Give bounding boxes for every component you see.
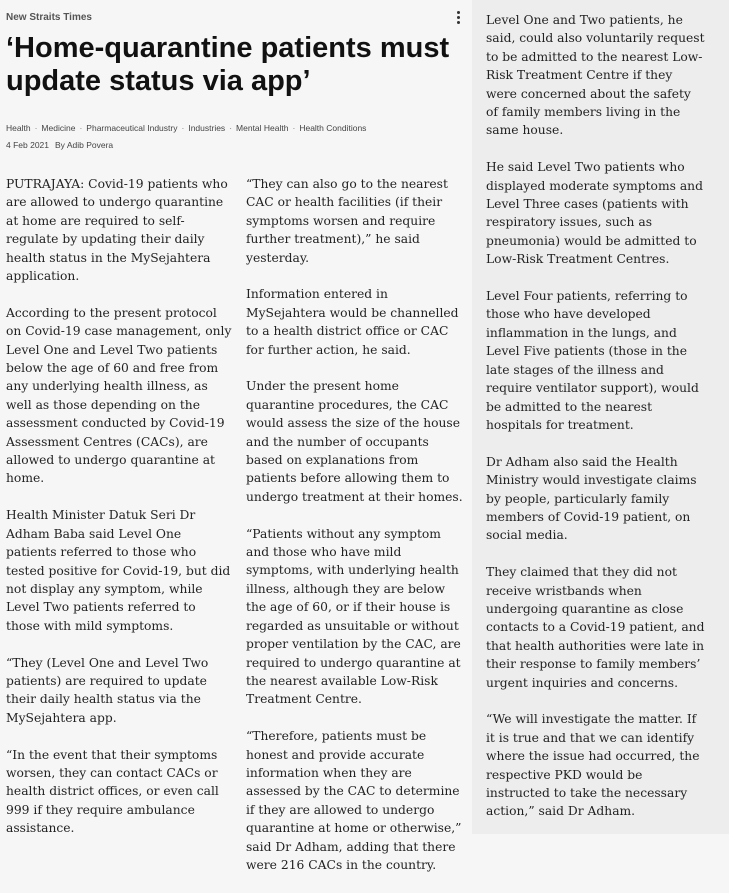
more-vertical-icon[interactable]	[453, 10, 463, 26]
article-column-1	[6, 175, 232, 856]
paragraph: Dr Adham also said the Health Ministry would investigate claims by people, particularly family members of Covid-19 patient, on social media.	[486, 454, 697, 543]
article-meta	[6, 140, 113, 150]
article-column-3	[486, 11, 706, 839]
paragraph: He said Level Two patients who displayed moderate symptoms and Level Three cases (patients with respiratory issues, such as pneumonia) would be admitted to Low-Risk Treatment Centres.	[486, 160, 703, 267]
tag-health[interactable]: Health	[6, 123, 31, 133]
article-column-2	[246, 175, 464, 893]
tag-separator: ·	[34, 123, 38, 133]
tag-pharmaceutical-industry[interactable]: Pharmaceutical Industry	[86, 123, 178, 133]
paragraph: “They can also go to the nearest CAC or health facilities (if their symptoms worsen and require further treatment),” he said yesterday.	[246, 177, 448, 265]
paragraph: Health Minister Datuk Seri Dr Adham Baba said Level One patients referred to those who tested positive for Covid-19, but did not display any symptom, while Level Two patients referred to those with mild symptoms.	[6, 508, 231, 633]
paragraph: Information entered in MySejahtera would be channelled to a health district office or CAC for further action, he said.	[246, 287, 459, 357]
paragraph: Level Four patients, referring to those who have developed inflammation in the lungs, and Level Five patients (those in the late stages of the illness and require ventilator support), would be admitted to the nearest hospitals for treatment.	[486, 289, 699, 432]
tag-medicine[interactable]: Medicine	[41, 123, 76, 133]
tag-health-conditions[interactable]: Health Conditions	[299, 123, 367, 133]
paragraph: According to the present protocol on Covid-19 case management, only Level One and Level Two patients below the age of 60 and free from any underlying health illness, as well as those depending on the assessment conducted by Covid-19 Assessment Centres (CACs), are allowed to undergo quarantine at home.	[6, 305, 232, 486]
tag-separator: ·	[292, 123, 296, 133]
tag-separator: ·	[79, 123, 83, 133]
tag-list	[6, 123, 466, 133]
headline: ‘Home-quarantine patients must update status via app’	[6, 32, 450, 97]
paragraph: “Patients without any symptom and those who have mild symptoms, with underlying health illness, although they are below the age of 60, or if their house is regarded as unsuitable or without proper ventilation by the CAC, are required to undergo quarantine at the nearest available Low-Risk Treatment Centre.	[246, 526, 461, 707]
publish-date: 4 Feb 2021	[6, 140, 50, 150]
paragraph: “In the event that their symptoms worsen, they can contact CACs or health district offices, or even call 999 if they require ambulance assistance.	[6, 747, 219, 836]
tag-separator: ·	[229, 123, 233, 133]
paragraph: “Therefore, patients must be honest and provide accurate information when they are assessed by the CAC to determine if they are allowed to undergo quarantine at home or otherwise,” said Dr Adham, adding that there were 216 CACs in the country.	[246, 729, 462, 872]
tag-mental-health[interactable]: Mental Health	[236, 123, 289, 133]
paragraph: Level One and Two patients, he said, could also voluntarily request to be admitted to the nearest Low-Risk Treatment Centre if they were concerned about the safety of family members living in the same house.	[486, 13, 705, 138]
publication-name: New Straits Times	[6, 12, 92, 23]
tag-industries[interactable]: Industries	[188, 123, 226, 133]
paragraph: They claimed that they did not receive wristbands when undergoing quarantine as close contacts to a Covid-19 patient, and that health authorities were late in their response to family members’ urgent inquiries and concerns.	[486, 565, 705, 690]
paragraph: Under the present home quarantine procedures, the CAC would assess the size of the house and the number of occupants based on explanations from patients before allowing them to undergo treatment at their homes.	[246, 379, 463, 504]
tag-separator: ·	[181, 123, 185, 133]
byline: By Adib Povera	[55, 140, 114, 150]
paragraph: PUTRAJAYA: Covid-19 patients who are allowed to undergo quarantine at home are required to self-regulate by updating their daily health status in the MySejahtera application.	[6, 177, 228, 284]
paragraph: “They (Level One and Level Two patients) are required to update their daily health status via the MySejahtera app.	[6, 655, 209, 725]
paragraph: “We will investigate the matter. If it is true and that we can identify where the issue had occurred, the respective PKD would be instructed to take the necessary action,” said Dr Adham.	[486, 712, 700, 819]
